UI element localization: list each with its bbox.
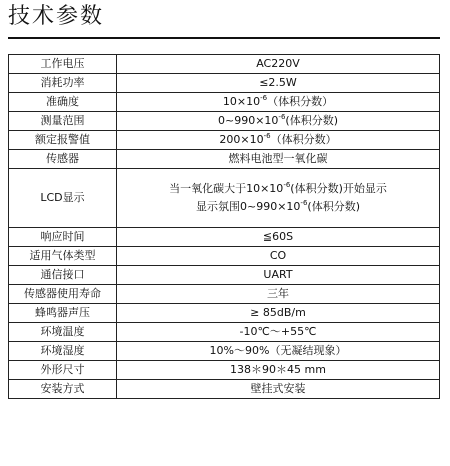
table-row xyxy=(9,93,440,112)
table-row xyxy=(9,304,440,323)
spec-label: 准确度 xyxy=(9,93,117,112)
table-row xyxy=(9,361,440,380)
spec-label: 响应时间 xyxy=(9,228,117,247)
title-underline xyxy=(8,37,440,39)
spec-label: 测量范围 xyxy=(9,112,117,131)
spec-label: 消耗功率 xyxy=(9,74,117,93)
spec-value: ≥ 85dB/m xyxy=(117,304,440,323)
table-row xyxy=(9,266,440,285)
spec-value xyxy=(117,169,440,228)
lcd-line-2: 显示氛围$0\sim 990\times 10^{-6}$(体积分数) xyxy=(195,199,360,213)
spec-label: 工作电压 xyxy=(9,55,117,74)
lcd-line-1: 当一氧化碳大于$10\times 10^{-6}$(体积分数)开始显示 xyxy=(169,181,387,195)
spec-value: ≦60S xyxy=(117,228,440,247)
spec-value: $200\times 10^{-6}$（体积分数） xyxy=(117,131,440,150)
spec-value: CO xyxy=(117,247,440,266)
table-row xyxy=(9,131,440,150)
table-row xyxy=(9,74,440,93)
spec-value: 138＊90＊45 mm xyxy=(117,361,440,380)
spec-label: 传感器 xyxy=(9,150,117,169)
table-row xyxy=(9,285,440,304)
spec-label: 传感器使用寿命 xyxy=(9,285,117,304)
spec-label: 通信接口 xyxy=(9,266,117,285)
table-row xyxy=(9,228,440,247)
table-row xyxy=(9,323,440,342)
table-row xyxy=(9,380,440,399)
spec-label: 环境湿度 xyxy=(9,342,117,361)
spec-value: $0\sim 990\times 10^{-6}$(体积分数) xyxy=(117,112,440,131)
spec-label: 蜂鸣器声压 xyxy=(9,304,117,323)
spec-label: 额定报警值 xyxy=(9,131,117,150)
table-row xyxy=(9,55,440,74)
spec-label: 适用气体类型 xyxy=(9,247,117,266)
spec-value: $10\times 10^{-6}$（体积分数） xyxy=(117,93,440,112)
spec-value: ≤2.5W xyxy=(117,74,440,93)
page-title: 技术参数 xyxy=(8,4,105,29)
table-row xyxy=(9,169,440,228)
spec-value: AC220V xyxy=(117,55,440,74)
spec-label: LCD显示 xyxy=(9,169,117,228)
spec-value: 壁挂式安装 xyxy=(117,380,440,399)
spec-value: 10%～90%（无凝结现象） xyxy=(117,342,440,361)
spec-label: 安装方式 xyxy=(9,380,117,399)
spec-label: 环境温度 xyxy=(9,323,117,342)
table-row xyxy=(9,150,440,169)
table-row xyxy=(9,112,440,131)
spec-value: 三年 xyxy=(117,285,440,304)
spec-label: 外形尺寸 xyxy=(9,361,117,380)
table-row xyxy=(9,342,440,361)
spec-value: UART xyxy=(117,266,440,285)
spec-value: 燃料电池型一氧化碳 xyxy=(117,150,440,169)
table-row xyxy=(9,247,440,266)
spec-value: -10℃～+55℃ xyxy=(117,323,440,342)
spec-table xyxy=(8,54,440,399)
